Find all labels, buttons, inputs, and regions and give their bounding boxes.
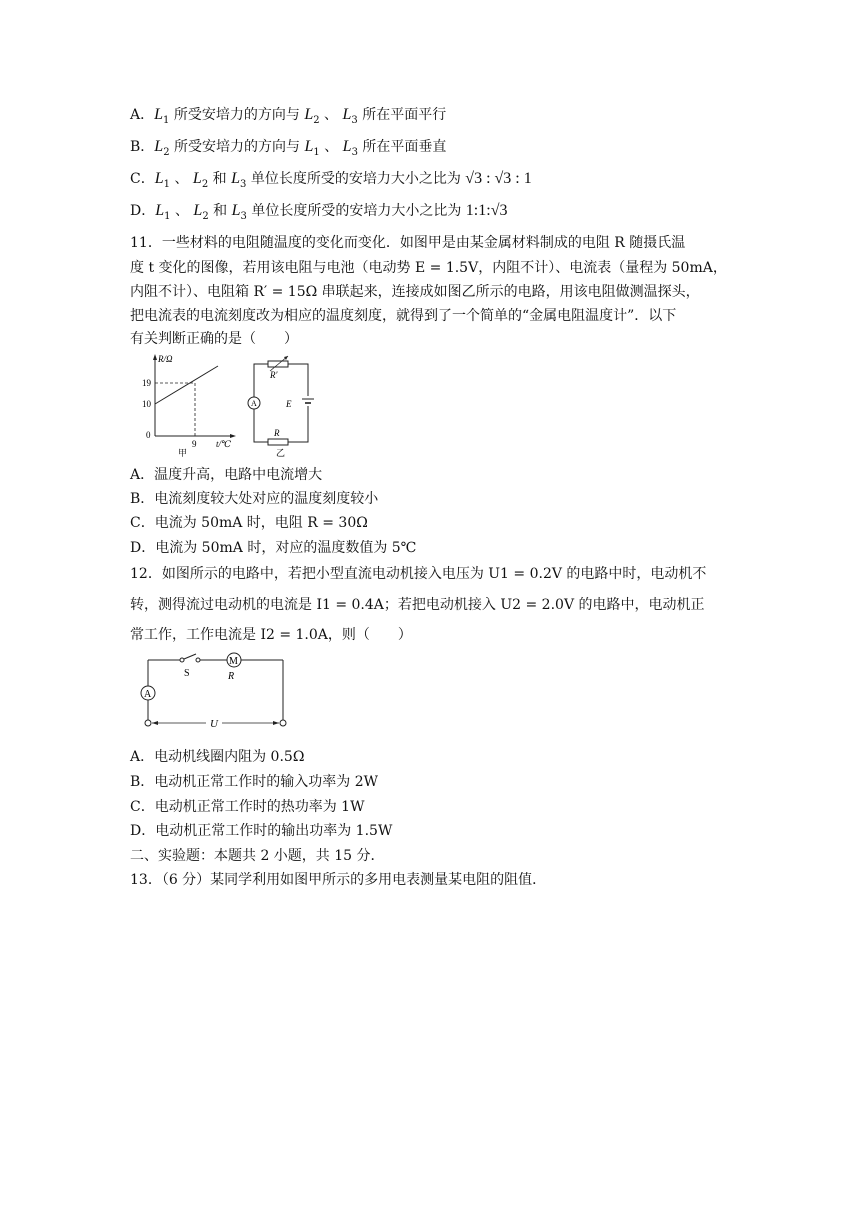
graph-tick-9: 9 (192, 439, 197, 449)
graph-tick-19: 19 (142, 378, 151, 388)
q11-graph-figure (138, 352, 238, 458)
q11-stem-line-1: 11．一些材料的电阻随温度的变化而变化．如图甲是由某金属材料制成的电阻 R 随摄氏温 (130, 235, 686, 251)
motor-r-label: R (228, 671, 235, 682)
q11-stem-line-4: 把电流表的电流刻度改为相应的温度刻度，就得到了一个简单的“金属电阻温度计”．以下 (130, 308, 677, 324)
motor-label: M (229, 656, 238, 667)
q11-option-d: D．电流为 50mA 时，对应的温度数值为 5℃ (130, 540, 417, 556)
q11-stem-line-5: 有关判断正确的是（ ） (130, 331, 298, 347)
graph-caption: 甲 (178, 448, 188, 458)
graph-origin: 0 (146, 430, 151, 440)
q12-stem-line-2: 转，测得流过电动机的电流是 I1 = 0.4A；若把电动机接入 U2 = 2.0V 的电路中，电动机正 (130, 597, 705, 613)
circuit-ammeter-label: A (251, 399, 257, 408)
q12-ammeter-label: A (144, 689, 152, 700)
circuit-rprime-label: R′ (270, 370, 278, 380)
circuit-r-label: R (274, 428, 280, 438)
q10-option-b: B．$L_2$ 所受安培力的方向与 $L_1$ 、 $L_3$ 所在平面垂直 (130, 138, 447, 158)
q12-circuit-figure (136, 648, 296, 740)
q10-option-a: A．$L_1$ 所受安培力的方向与 $L_2$ 、 $L_3$ 所在平面平行 (130, 106, 447, 126)
q11-option-b: B．电流刻度较大处对应的温度刻度较小 (130, 491, 379, 507)
section-2-heading: 二、实验题：本题共 2 小题，共 15 分． (130, 848, 385, 864)
q12-stem-line-1: 12．如图所示的电路中，若把小型直流电动机接入电压为 U1 = 0.2V 的电路中时，电动机不 (130, 566, 707, 582)
q11-stem-line-3: 内阻不计）、电阻箱 R′ = 15Ω 串联起来，连接成如图乙所示的电路，用该电阻做测温探头， (130, 284, 700, 300)
graph-x-axis-label: t/℃ (216, 439, 232, 449)
q11-option-a: A．温度升高，电路中电流增大 (130, 467, 323, 483)
graph-tick-10: 10 (142, 399, 151, 409)
q13-stem: 13．（6 分）某同学利用如图甲所示的多用电表测量某电阻的阻值． (130, 872, 547, 888)
q11-option-c: C．电流为 50mA 时，电阻 R = 30Ω (130, 515, 368, 531)
voltage-label: U (210, 718, 218, 730)
q10-option-d: D．$L_1$ 、 $L_2$ 和 $L_3$ 单位长度所受的安培力大小之比为 1:1:√3 (130, 202, 508, 222)
q10-option-c: C．$L_1$ 、 $L_2$ 和 $L_3$ 单位长度所受的安培力大小之比为 √3 : √3 : 1 (130, 170, 532, 190)
switch-label: S (184, 668, 190, 679)
q12-option-c: C．电动机正常工作时的热功率为 1W (130, 799, 365, 815)
q11-circuit-figure (240, 352, 320, 460)
q11-stem-line-2: 度 t 变化的图像，若用该电阻与电池（电动势 E = 1.5V，内阻不计）、电流表（量程为 50mA， (130, 260, 727, 276)
q12-stem-line-3: 常工作，工作电流是 I2 = 1.0A，则（ ） (130, 627, 412, 643)
q12-option-a: A．电动机线圈内阻为 0.5Ω (130, 749, 305, 765)
graph-y-axis-label: R/Ω (158, 354, 173, 364)
circuit-caption: 乙 (276, 448, 286, 458)
q12-option-b: B．电动机正常工作时的输入功率为 2W (130, 774, 379, 790)
q12-option-d: D．电动机正常工作时的输出功率为 1.5W (130, 823, 393, 839)
circuit-e-label: E (286, 399, 292, 409)
